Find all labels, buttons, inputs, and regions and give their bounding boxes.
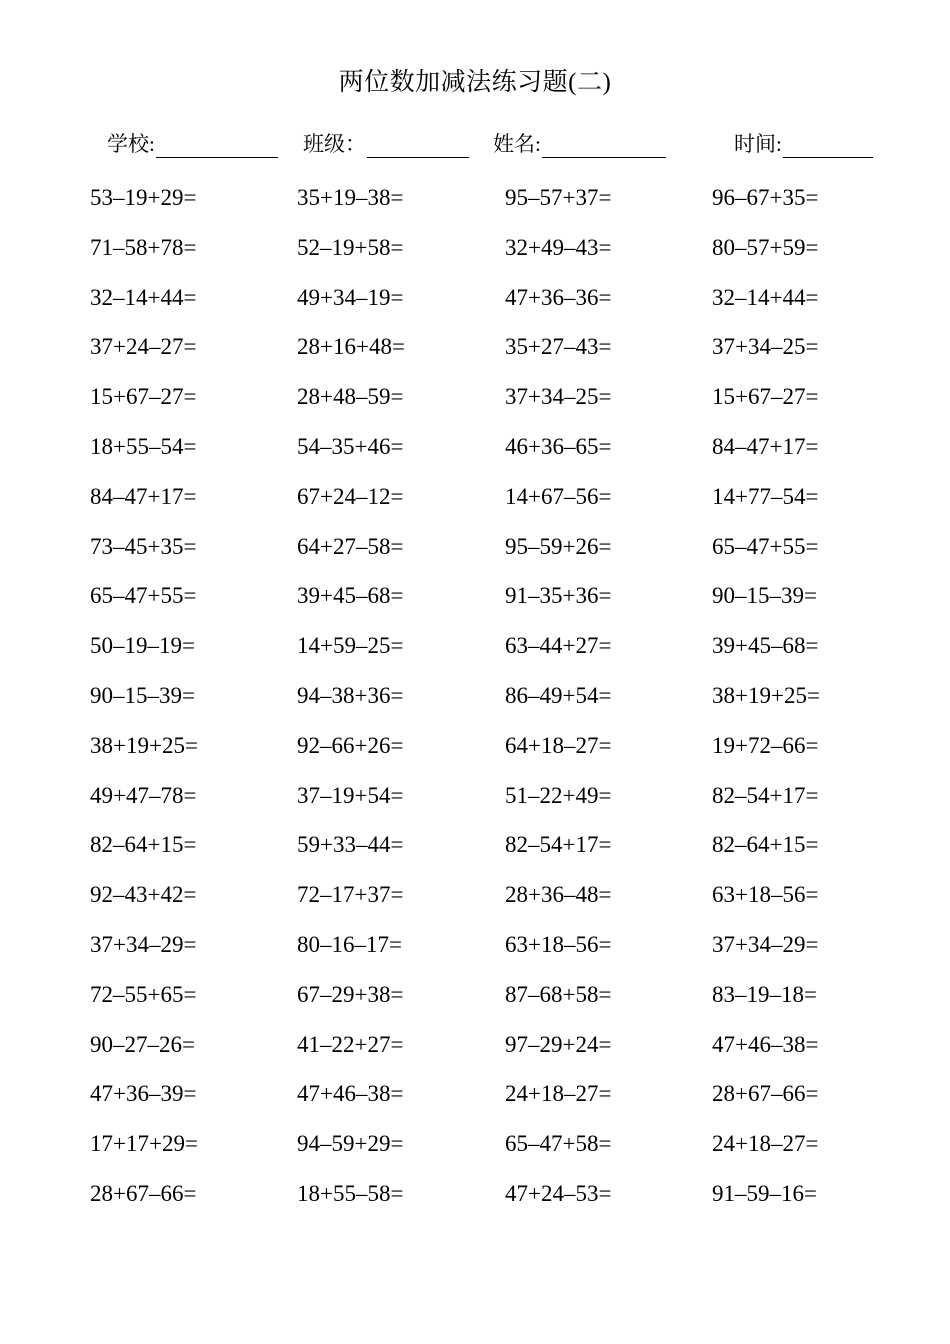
problem-item: 53–19+29=: [90, 185, 197, 210]
problem-item: 19+72–66=: [712, 732, 819, 758]
problem-item: 39+45–68=: [712, 633, 819, 659]
problem-item: 18+55–58=: [297, 1181, 404, 1206]
problem-item: 24+18–27=: [712, 1131, 819, 1157]
problem-item: 47+24–53=: [505, 1181, 612, 1206]
problem-item: 83–19–18=: [712, 981, 817, 1007]
problem-item: 67+24–12=: [297, 483, 404, 509]
problem-item: 28+67–66=: [712, 1081, 819, 1107]
problem-item: 15+67–27=: [90, 384, 197, 410]
problem-item: 49+47–78=: [90, 782, 197, 808]
problem-item: 37–19+54=: [297, 782, 404, 808]
problem-item: 47+46–38=: [712, 1031, 819, 1057]
problem-item: 96–67+35=: [712, 185, 819, 210]
problem-item: 90–15–39=: [712, 583, 817, 609]
problem-item: 94–59+29=: [297, 1131, 404, 1157]
problem-item: 63+18–56=: [712, 882, 819, 908]
problem-item: 51–22+49=: [505, 782, 612, 808]
problem-item: 37+34–29=: [90, 932, 197, 957]
problem-item: 14+67–56=: [505, 483, 612, 509]
problem-item: 72–55+65=: [90, 981, 197, 1007]
problem-item: 72–17+37=: [297, 882, 404, 908]
problem-item: 15+67–27=: [712, 384, 819, 410]
time-label: 时间:: [734, 132, 782, 156]
problem-item: 24+18–27=: [505, 1081, 612, 1107]
problem-item: 37+24–27=: [90, 334, 197, 360]
problem-item: 65–47+55=: [712, 533, 819, 559]
problem-item: 92–43+42=: [90, 882, 197, 908]
problem-item: 39+45–68=: [297, 583, 404, 609]
problem-item: 84–47+17=: [712, 434, 819, 459]
problem-item: 18+55–54=: [90, 434, 197, 459]
problem-item: 59+33–44=: [297, 832, 404, 858]
problem-item: 14+59–25=: [297, 633, 404, 659]
problem-item: 32–14+44=: [90, 284, 197, 310]
problem-item: 38+19+25=: [712, 683, 820, 708]
problem-item: 47+46–38=: [297, 1081, 404, 1107]
worksheet-title: 两位数加减法练习题(二): [338, 69, 612, 96]
problem-item: 35+19–38=: [297, 185, 404, 210]
problem-item: 91–59–16=: [712, 1181, 817, 1206]
problem-item: 17+17+29=: [90, 1131, 198, 1157]
problem-item: 80–16–17=: [297, 932, 402, 957]
problem-item: 47+36–36=: [505, 284, 612, 310]
problem-item: 64+18–27=: [505, 732, 612, 758]
problem-item: 84–47+17=: [90, 483, 197, 509]
problem-item: 37+34–29=: [712, 932, 819, 957]
school-label: 学校:: [107, 132, 155, 156]
problem-item: 97–29+24=: [505, 1031, 612, 1057]
problem-item: 71–58+78=: [90, 234, 197, 260]
problem-item: 65–47+58=: [505, 1131, 612, 1157]
problem-item: 92–66+26=: [297, 732, 404, 758]
problem-item: 38+19+25=: [90, 732, 198, 758]
problem-item: 28+67–66=: [90, 1181, 197, 1206]
problem-item: 64+27–58=: [297, 533, 404, 559]
problem-item: 91–35+36=: [505, 583, 612, 609]
problem-item: 49+34–19=: [297, 284, 404, 310]
problem-item: 73–45+35=: [90, 533, 197, 559]
problem-item: 46+36–65=: [505, 434, 612, 459]
problem-item: 63+18–56=: [505, 932, 612, 957]
problem-item: 50–19–19=: [90, 633, 195, 659]
problem-item: 90–27–26=: [90, 1031, 195, 1057]
problem-item: 41–22+27=: [297, 1031, 404, 1057]
problem-item: 37+34–25=: [712, 334, 819, 360]
problem-item: 82–64+15=: [712, 832, 819, 858]
problem-item: 80–57+59=: [712, 234, 819, 260]
problem-item: 67–29+38=: [297, 981, 404, 1007]
problem-item: 94–38+36=: [297, 683, 404, 708]
problem-item: 82–64+15=: [90, 832, 197, 858]
name-label: 姓名:: [493, 132, 541, 156]
problem-item: 32–14+44=: [712, 284, 819, 310]
problem-item: 82–54+17=: [712, 782, 819, 808]
problem-item: 28+16+48=: [297, 334, 405, 360]
problem-item: 90–15–39=: [90, 683, 195, 708]
problem-item: 35+27–43=: [505, 334, 612, 360]
problem-item: 52–19+58=: [297, 234, 404, 260]
problem-item: 28+48–59=: [297, 384, 404, 410]
problem-item: 95–59+26=: [505, 533, 612, 559]
problem-item: 37+34–25=: [505, 384, 612, 410]
problem-item: 95–57+37=: [505, 185, 612, 210]
problem-item: 14+77–54=: [712, 483, 819, 509]
problem-item: 87–68+58=: [505, 981, 612, 1007]
problem-item: 54–35+46=: [297, 434, 404, 459]
problem-item: 28+36–48=: [505, 882, 612, 908]
problem-item: 47+36–39=: [90, 1081, 197, 1107]
problem-item: 86–49+54=: [505, 683, 612, 708]
problem-item: 63–44+27=: [505, 633, 612, 659]
problem-item: 65–47+55=: [90, 583, 197, 609]
problem-item: 32+49–43=: [505, 234, 612, 260]
class-label: 班级：: [303, 132, 366, 156]
problem-item: 82–54+17=: [505, 832, 612, 858]
